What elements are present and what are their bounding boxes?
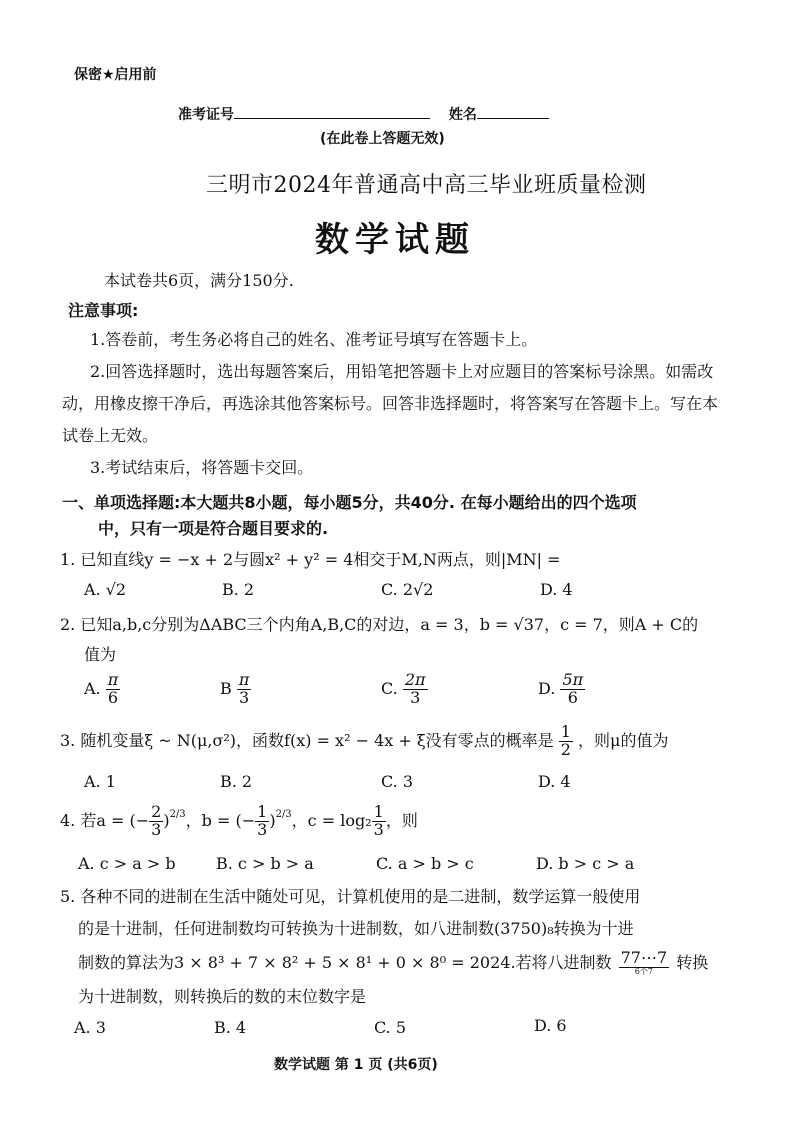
q2-option-b-label: B <box>220 678 232 698</box>
q2-option-d-label: D. <box>538 678 556 698</box>
q2-option-a-den: 6 <box>107 687 119 707</box>
q3-frac-den: 2 <box>560 739 571 759</box>
q2-option-a <box>84 672 120 707</box>
notes-heading: 注意事项: <box>68 301 139 320</box>
q5-octal-digits: 77⋯7 <box>620 948 668 968</box>
q2-option-d-num: 5π <box>562 670 584 689</box>
q2-option-d <box>538 672 585 707</box>
q4-a-expr: a = (− <box>96 810 150 830</box>
q3-stem-part1: 3. 随机变量ξ ~ N(μ,σ²)，函数f(x) = x² − 4x + ξ没有零点的概率是 <box>60 730 554 750</box>
q1-option-d: D. 4 <box>540 580 573 599</box>
q2-option-d-den: 6 <box>567 687 578 707</box>
question-1-stem: 1. 已知直线y = −x + 2与圆x² + y² = 4相交于M,N两点，则|MN| = <box>60 550 561 569</box>
q1-option-a: A. √2 <box>84 580 127 599</box>
q2-option-c-num: 2π <box>404 670 426 689</box>
q4-option-a: A. c > a > b <box>78 854 176 873</box>
q4-b-expr: ，b = (− <box>185 810 256 830</box>
q2-option-b-den: 3 <box>239 687 250 707</box>
q4-c-num: 1 <box>373 802 384 821</box>
q1-option-b: B. 2 <box>222 580 255 599</box>
q2-option-c-den: 3 <box>410 687 421 707</box>
q5-line3-text: 制数的算法为3 × 8³ + 7 × 8² + 5 × 8¹ + 0 × 8⁰ = 2024.若将八进制数 <box>78 953 612 972</box>
invalid-note: (在此卷上答题无效) <box>320 131 445 147</box>
q3-option-d: D. 4 <box>538 772 571 791</box>
exam-number-row <box>178 104 549 124</box>
page-footer: 数学试题 第 1 页 (共6页) <box>274 1057 438 1073</box>
question-4-stem: 4. 若a = (− $\frac{2}{3}$ )$^{2/3}$，b = (− $\frac{1}{3}$ )$^{2/3}$，c = log₂ $\frac{1}{3}$ ，则 <box>60 802 418 839</box>
q2-option-b-fraction <box>237 672 252 707</box>
q3-option-a: A. 1 <box>84 772 116 791</box>
note-item-3: 3.考试结束后，将答题卡交回。 <box>90 458 314 477</box>
q5-octal-brace-label: 6个7 <box>634 967 653 977</box>
q2-option-c-label: C. <box>381 678 398 698</box>
q2-option-a-num: π <box>107 670 119 689</box>
q1-option-c: C. 2√2 <box>381 580 434 599</box>
q4-c-fraction <box>372 804 386 839</box>
question-5-line3 <box>78 950 708 977</box>
secret-label: 保密★启用前 <box>74 67 157 83</box>
q3-stem-part2: ，则μ的值为 <box>578 730 669 750</box>
intro-text: 本试卷共6页，满分150分. <box>104 271 294 290</box>
name-label: 姓名 <box>448 107 477 123</box>
question-2-stem-line2: 值为 <box>84 645 117 664</box>
q4-option-c: C. a > b > c <box>376 854 474 873</box>
q4-prefix: 4. 若 <box>60 810 97 830</box>
q4-a-fraction <box>149 804 163 839</box>
question-5-line1: 5. 各种不同的进制在生活中随处可见，计算机使用的是二进制，数学运算一般使用 <box>60 887 641 906</box>
q5-option-b: B. 4 <box>214 1018 247 1037</box>
note-item-1: 1.答卷前，考生务必将自己的姓名、准考证号填写在答题卡上。 <box>90 330 538 349</box>
q4-a-exponent: 2/3 <box>169 808 186 820</box>
q4-a-num: 2 <box>151 802 162 821</box>
q4-c-expr: ，c = log₂ <box>291 810 372 830</box>
name-blank <box>477 104 549 119</box>
q4-a-den: 3 <box>151 819 162 839</box>
q2-option-d-fraction <box>560 672 585 707</box>
question-5-line4: 为十进制数，则转换后的数的末位数字是 <box>78 987 367 1006</box>
q2-option-b-num: π <box>238 670 250 689</box>
q2-option-a-label: A. <box>84 678 101 698</box>
q2-option-c-fraction <box>403 672 428 707</box>
section-heading-line1: 一、单项选择题:本大题共8小题，每小题5分，共40分. 在每小题给出的四个选项 <box>62 493 637 512</box>
q5-octal-number <box>619 950 670 976</box>
q4-c-den: 3 <box>373 819 384 839</box>
q2-option-c <box>381 672 428 707</box>
q2-option-b <box>220 672 251 707</box>
q4-suffix: ，则 <box>385 810 418 830</box>
exam-number-blank <box>234 104 430 119</box>
q4-b-fraction <box>255 804 269 839</box>
exam-number-label: 准考证号 <box>178 107 234 123</box>
section-heading-line2: 中，只有一项是符合题目要求的. <box>98 519 329 538</box>
q3-fraction <box>559 724 573 759</box>
q4-option-d: D. b > c > a <box>536 854 635 873</box>
q5-option-c: C. 5 <box>374 1018 407 1037</box>
question-3-stem <box>60 724 668 759</box>
q3-frac-num: 1 <box>560 722 571 741</box>
q2-option-a-fraction <box>106 672 121 707</box>
q4-b-den: 3 <box>257 819 268 839</box>
q5-option-a: A. 3 <box>74 1018 106 1037</box>
q5-option-d: D. 6 <box>534 1016 567 1035</box>
note-item-2: 2.回答选择题时，选出每题答案后，用铅笔把答题卡上对应题目的答案标号涂黑。如需改动，用橡皮擦干净后，再选涂其他答案标号。回答非选择题时，将答案写在答题卡上。写在本试卷上无效。 <box>62 362 719 445</box>
q5-line3-tail: 转换 <box>676 953 709 972</box>
question-5-line2: 的是十进制，任何进制数均可转换为十进制数，如八进制数(3750)₈转换为十进 <box>78 919 634 938</box>
q4-option-b: B. c > b > a <box>216 854 314 873</box>
question-2-stem-line1: 2. 已知a,b,c分别为ΔABC三个内角A,B,C的对边，a = 3，b = √37，c = 7，则A + C的 <box>60 615 699 634</box>
q4-b-exponent: 2/3 <box>275 808 292 820</box>
exam-title: 三明市2024年普通高中高三毕业班质量检测 <box>206 173 647 198</box>
q3-option-c: C. 3 <box>381 772 414 791</box>
q3-option-b: B. 2 <box>220 772 253 791</box>
subject-title: 数学试题 <box>315 220 475 260</box>
q4-b-num: 1 <box>257 802 268 821</box>
